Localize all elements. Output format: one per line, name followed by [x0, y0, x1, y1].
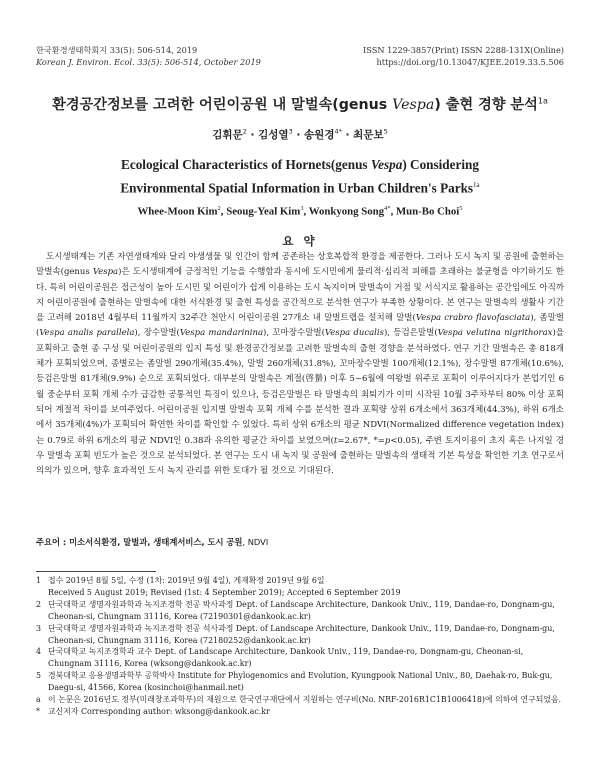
author-en-sup: 5: [459, 205, 463, 212]
author-ko: 최문보: [353, 129, 384, 141]
author-en: Mun-Bo Choi: [395, 205, 460, 218]
author-en: Seoug-Yeal Kim: [226, 205, 301, 218]
author-en-sep: ,: [303, 205, 309, 218]
author-en-sup: 2: [217, 205, 221, 212]
stat-italic: p: [384, 435, 391, 446]
issn: ISSN 1229-3857(Print) ISSN 2288-131X(Online): [363, 45, 564, 55]
footnote: [36, 706, 564, 718]
species-italic: Vespa velutina nigrithorax: [437, 328, 553, 339]
footnote: [36, 623, 564, 647]
author-ko-sup: 5: [383, 127, 388, 136]
stat-italic: t: [333, 435, 338, 446]
keywords-text: 미소서식환경, 말벌과, 생태계서비스, 도시 공원: [66, 537, 243, 547]
abstract-text: ), 등검은말벌(: [383, 328, 438, 339]
footnote: [36, 694, 564, 706]
title-ko-genus: Vespa: [392, 97, 435, 113]
author-en: Wonkyong Song: [308, 205, 385, 218]
footnotes: [36, 575, 564, 718]
footnote-mark: 1: [36, 576, 42, 585]
footnote-mark: 3: [36, 623, 42, 633]
title-ko-post: ) 출현 경향 분석: [434, 97, 538, 113]
footnote-text: 교신저자 Corresponding author: wksong@dankook.ac.kr: [48, 706, 270, 716]
footnote: [36, 587, 564, 599]
keywords: [36, 536, 564, 548]
footnote-text: Received 5 August 2019; Revised (1st: 4 September 2019); Accepted 6 September 2019: [48, 587, 401, 597]
title-en-sup: 1a: [473, 181, 480, 189]
author-ko-sup: 2: [242, 127, 247, 136]
species-italic: Vespa mandarinina: [179, 328, 264, 339]
abstract-text: 도시생태계는 기존 자연생태계와 달리 야생생물 및 인간이 함께 공존하는 상호복합적 환경을 제공한다. 그러나 도시 녹지 및 공원에 출현하는 말벌속(genus: [36, 252, 564, 278]
abstract-text: )을 포획하고 출현 종 구성 및 어린이공원의 입지 특성 및 환경공간정보를 고려한 말벌속의 출현 경향을 분석하였다. 연구 기간 말벌속은 총 818개체가 포획되었으며, 종별로는 좀말벌 290개체(35.4%), 말벌 260개체(31.8%), 꼬마장수말벌 100개체(12.1%), 장수말벌 87개체(10.6%), 등검은말벌 81개체(9.9%) 순으로 포획되었다. 대부분의 말벌속은 계절(啓蟄) 이후 5~6월에 여왕벌 위주로 포획이 이루어지다가 본업기인 6월 중순부터 포획 개체 수가 급감한 공통적인 특징이 있으나, 등검은말벌은 타 말벌속의 최퇴기가 이미 시작된 10월 3주차부터 80% 이상 포획되어 계절적 차이를 보여주었다. 어린이공원 입지별 말벌속 포획 개체 수를 분석한 결과 포획량 상위 6개소에서 363개체(44.3%), 하위 6개소에서 35개체(4%)가 포획되어 확연한 차이를 확인할 수 있었다. 특히 상위 6개소의 평균 NDVI(Normalized difference vegetation index)는 0.79로 하위 6개소의 평균 NDVI인 0.38과 유의한 평균간 차이를 보였으며(: [36, 328, 565, 446]
author-sep: ·: [341, 129, 354, 141]
footnote-text: 단국대학교 녹지조경학과 교수 Dept. of Landscape Architecture, Dankook Univ., 119, Dandae-ro, Dongnam-gu, Cheonan-si, Chungnam 31116, Korea (wksong@dankook.ac.kr): [48, 647, 524, 669]
footnote-mark: a: [36, 695, 41, 705]
footnote: [36, 646, 564, 670]
footnote-text: 경북대학교 응용생명과학부 공학박사 Institute for Phylogenomics and Evolution, Kyungpook National Univ., 80, Daehak-ro, Buk-gu, Daegu-si, 41566, Korea (kosinchoi@hanmail.net): [48, 671, 553, 693]
footnote: [36, 670, 564, 694]
author-en-sup: 4*: [384, 205, 391, 212]
footnote-mark: 5: [36, 671, 42, 681]
author-ko-sup: 3: [288, 127, 293, 136]
title-en-line2-text: Environmental Spatial Information in Urban Children's Parks: [120, 180, 474, 196]
abstract-text: =2.67*, *=: [337, 435, 385, 446]
doi-link[interactable]: https://doi.org/10.13047/KJEE.2019.33.5.506: [376, 57, 564, 67]
title-ko-pre: 환경공간정보를 고려한 어린이공원 내 말벌속(genus: [52, 97, 393, 113]
abstract-text: )은 도시생태계에 긍정적인 기능을 수행함과 동시에 도시민에게 물리적·심리적 피해를 초래하는 불균형을 야기하기도 한다. 특히 어린이공원은 접근성이 높아 도시민 및 어린이가 쉽게 이용하는 도시 녹지이며 말벌속이 거점 및 서식지로 활용하는 공간임에도 아직까지 어린이공원에 출현하는 말벌속에 대한 서식환경 및 출현 특성을 공간적으로 분석한 연구가 부족한 상황이다. 본 연구는 말벌속의 생활사 기간을 고려해 2018년 4월부터 11월까지 32주간 천안시 어린이공원 27개소 내 말벌트랩을 설치해 말벌(: [36, 267, 564, 324]
journal-citation: [36, 44, 261, 68]
journal-identifiers: [363, 44, 564, 68]
journal-ko: 한국환경생태학회지 33(5): 506-514, 2019: [36, 45, 198, 55]
abstract-text: <0.05), 주변 토지이용이 초지 혹은 나지일 경우 말벌속 포획 빈도가 높은 것으로 분석되었다. 본 연구는 도시 내 녹지 및 공원에 출현하는 말벌속의 생태적 기본 특성을 확인한 기초 연구로서 의의가 있으며, 향후 효과적인 도시 녹지 관리를 위한 토대가 될 것으로 기대된다.: [36, 435, 564, 477]
author-sep: ·: [292, 129, 305, 141]
footnote-divider: [36, 571, 156, 572]
abstract-body: [36, 250, 564, 479]
footnote-mark: *: [36, 706, 40, 716]
abstract-heading: 요 약: [282, 234, 318, 248]
species-italic: Vespa analis parallela: [39, 328, 135, 339]
author-en-sep: ,: [390, 205, 396, 218]
journal-en: Korean J. Environ. Ecol. 33(5): 506-514, October 2019: [36, 57, 261, 67]
keywords-ndvi: , NDVI: [242, 537, 269, 547]
footnote: [36, 575, 564, 587]
footnote-text: 단국대학교 생명자원과학과 녹지조경학 전공 석사과정 Dept. of Landscape Architecture, Dankook Univ., 119, Dandae-ro, Dongnam-gu, Cheonan-si, Chungnam 31116, Korea (72180252@dankook.ac.kr): [48, 623, 555, 645]
species-italic: Vespa crabro flavofasciata: [415, 313, 531, 324]
footnote-text: 단국대학교 생명자원과학과 녹지조경학 전공 박사과정 Dept. of Landscape Architecture, Dankook Univ., 119, Dandae-ro, Dongnam-gu, Cheonan-si, Chungnam 31116, Korea (72190301@dankook.ac.kr): [48, 599, 555, 621]
title-english: [0, 155, 600, 198]
species-italic: Vespa ducalis: [324, 328, 384, 339]
abstract-text: ), 꼬마장수말벌(: [263, 328, 325, 339]
authors-korean: [0, 127, 600, 142]
author-ko: 김휘문: [212, 129, 243, 141]
genus-italic: Vespa: [92, 267, 119, 278]
title-en-line1: [0, 155, 600, 175]
footnote-text: 이 논문은 2016년도 정부(미래창조과학부)의 재원으로 한국연구재단에서 지원하는 연구비(No. NRF-2016R1C1B1006418)에 의하여 연구되었음.: [48, 695, 562, 705]
author-en-sep: ,: [220, 205, 227, 218]
footnote-mark: 2: [36, 599, 42, 609]
abstract-text: ), 좀말벌(: [36, 313, 564, 339]
footnote-mark: 4: [36, 647, 42, 657]
author-en-sup: 3: [300, 205, 304, 212]
author-en: Whee-Moon Kim: [137, 205, 218, 218]
title-en-line2: [0, 175, 600, 198]
author-sep: ·: [246, 129, 259, 141]
abstract-text: ), 장수말벌(: [134, 328, 180, 339]
author-ko: 김성열: [258, 129, 289, 141]
footnote: [36, 599, 564, 623]
title-korean: [0, 94, 600, 114]
title-ko-sup: 1a: [537, 96, 548, 106]
footnote-mark: [36, 587, 48, 599]
author-ko-sup: 4*: [334, 127, 342, 136]
title-en-pre: Ecological Characteristics of Hornets(genus: [121, 157, 371, 172]
author-ko: 송원경: [304, 129, 335, 141]
keywords-label: 주요어 :: [36, 537, 67, 547]
title-en-post: ) Considering: [402, 157, 479, 172]
title-en-genus: Vespa: [370, 157, 403, 172]
authors-english: [0, 205, 600, 218]
footnote-text: 접수 2019년 8월 5일, 수정 (1차: 2019년 9월 4일), 게재확정 2019년 9월 6일: [48, 576, 325, 585]
